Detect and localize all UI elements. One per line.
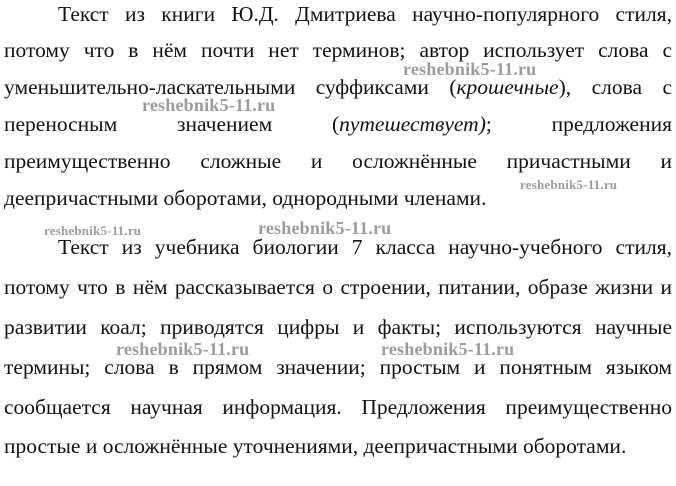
watermark: reshebnik5-11.ru xyxy=(44,223,142,238)
paragraph-1-line-5: преимущественно сложные и осложнённые причастными и xyxy=(4,149,672,173)
watermark: reshebnik5-11.ru xyxy=(116,339,250,359)
watermark: reshebnik5-11.ru xyxy=(520,177,618,192)
paragraph-1-line-2: потому что в нём почти нет терминов; автор использует слова с xyxy=(4,38,672,62)
paragraph-2-line-2: потому что в нём рассказывается о строении, питании, образе жизни и xyxy=(4,275,672,299)
text-segment: уменьшительно-ласкательными суффиксами ( xyxy=(4,75,457,99)
watermark: reshebnik5-11.ru xyxy=(142,95,276,115)
italic-example: крошечные xyxy=(456,75,559,99)
text-segment: ), слова с xyxy=(558,75,673,99)
paragraph-2-line-3: развитии коал; приводятся цифры и факты; используются научные xyxy=(4,315,672,339)
paragraph-1-line-4 xyxy=(4,110,672,138)
paragraph-1-line-1: Текст из книги Ю.Д. Дмитриева научно-популярного стиля, xyxy=(58,2,672,26)
paragraph-1-line-6: деепричастными оборотами, однородными членами. xyxy=(4,186,487,210)
watermark: reshebnik5-11.ru xyxy=(403,59,537,79)
paragraph-1-line-3 xyxy=(4,73,672,101)
text-segment: переносным значением ( xyxy=(4,112,340,136)
paragraph-2-line-6: простые и осложнённые уточнениями, деепричастными оборотами. xyxy=(4,434,627,458)
text-segment: ; предложения xyxy=(485,112,673,136)
paragraph-2-line-4: термины; слова в прямом значении; простым и понятным языком xyxy=(4,355,672,379)
paragraph-2-line-5: сообщается научная информация. Предложения преимущественно xyxy=(4,395,672,419)
paragraph-2-line-1: Текст из учебника биологии 7 класса научно-учебного стиля, xyxy=(58,235,672,259)
italic-example: путешествует) xyxy=(339,112,486,136)
watermark: reshebnik5-11.ru xyxy=(258,218,392,238)
watermark: reshebnik5-11.ru xyxy=(381,339,515,359)
